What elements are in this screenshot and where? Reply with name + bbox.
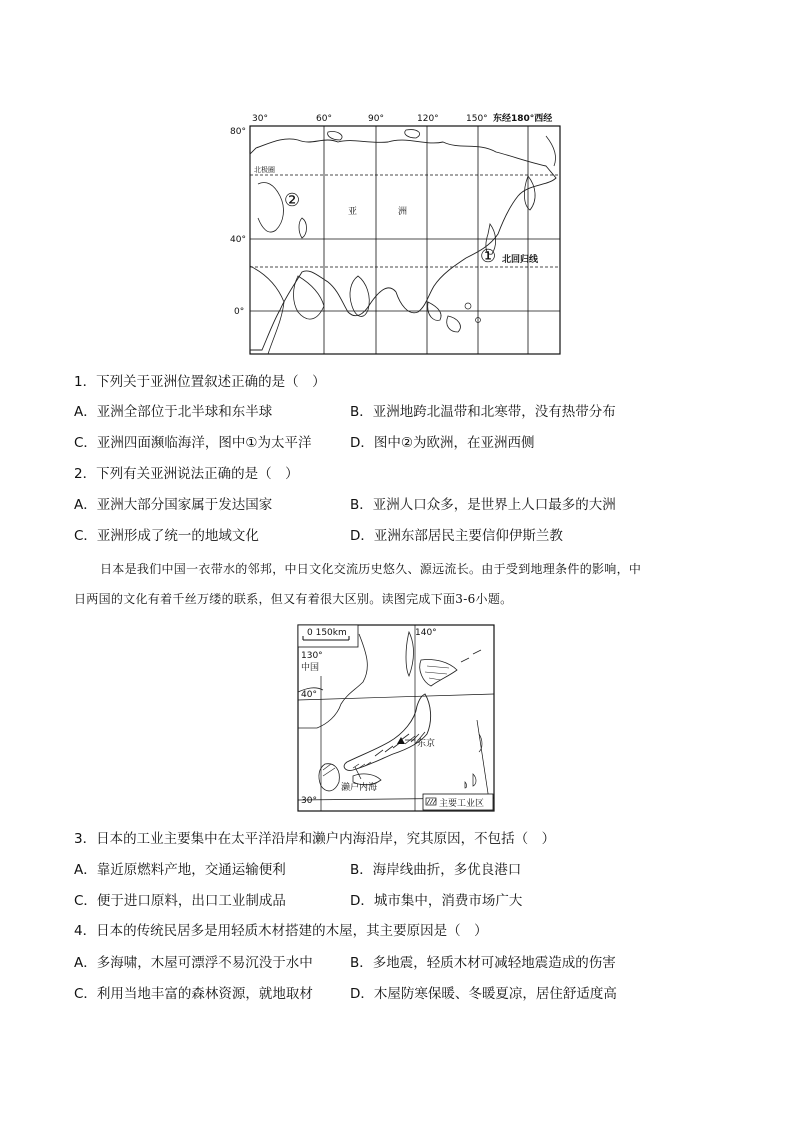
lat-label-0: 0° <box>234 307 245 317</box>
passage-line-2: 日两国的文化有着千丝万缕的联系，但又有着很大区别。读图完成下面3-6小题。 <box>74 592 513 606</box>
passage-line-1: 日本是我们中国一衣带水的邻邦，中日文化交流历史悠久、源远流长。由于受到地理条件的影响，中 <box>100 562 642 576</box>
lat-label-80: 80° <box>230 127 246 137</box>
q4-option-d[interactable]: D．木屋防寒保暖、冬暖夏凉，居住舒适度高 <box>350 986 617 1002</box>
lon-label-120: 120° <box>417 114 439 124</box>
q3-stem: 3．日本的工业主要集中在太平洋沿岸和濑户内海沿岸，究其原因，不包括（ ） <box>74 831 556 847</box>
lon-label-60: 60° <box>316 114 332 124</box>
q1-option-a[interactable]: A．亚洲全部位于北半球和东半球 <box>74 404 273 420</box>
q2-option-d[interactable]: D．亚洲东部居民主要信仰伊斯兰教 <box>350 528 563 544</box>
q2-option-b[interactable]: B．亚洲人口众多，是世界上人口最多的大洲 <box>350 497 616 513</box>
reading-passage <box>74 554 722 614</box>
arctic-circle-label: 北极圈 <box>254 166 275 174</box>
q3-option-b[interactable]: B．海岸线曲折，多优良港口 <box>350 862 522 878</box>
lon-label-30: 30° <box>252 114 268 124</box>
q2-stem: 2．下列有关亚洲说法正确的是（ ） <box>74 466 299 482</box>
scale-label: 0 150km <box>307 628 347 638</box>
asia-map <box>228 106 566 358</box>
q1-stem: 1．下列关于亚洲位置叙述正确的是（ ） <box>74 374 326 390</box>
lat-label-40: 40° <box>301 690 317 700</box>
lat-label-40: 40° <box>230 235 246 245</box>
q3-option-d[interactable]: D．城市集中，消费市场广大 <box>350 893 523 909</box>
lon-label-90: 90° <box>368 114 384 124</box>
lon-label-150: 150° <box>466 114 488 124</box>
marker-2: ② <box>284 190 301 211</box>
continent-label-zhou: 洲 <box>398 207 408 217</box>
q1-option-b[interactable]: B．亚洲地跨北温带和北寒带，没有热带分布 <box>350 404 616 420</box>
q3-option-c[interactable]: C．便于进口原料，出口工业制成品 <box>74 893 286 909</box>
lon-label-130: 130° <box>301 651 323 661</box>
china-label: 中国 <box>301 663 320 673</box>
lon-label-180: 东经180°西经 <box>493 114 553 124</box>
q1-option-c[interactable]: C．亚洲四面濒临海洋，图中①为太平洋 <box>74 435 312 451</box>
lon-label-140: 140° <box>415 628 437 638</box>
q2-option-c[interactable]: C．亚洲形成了统一的地域文化 <box>74 528 259 544</box>
q2-option-a[interactable]: A．亚洲大部分国家属于发达国家 <box>74 497 273 513</box>
japan-map <box>297 624 495 812</box>
q4-option-c[interactable]: C．利用当地丰富的森林资源，就地取材 <box>74 986 313 1002</box>
q4-option-b[interactable]: B．多地震，轻质木材可减轻地震造成的伤害 <box>350 955 616 971</box>
q1-option-d[interactable]: D．图中②为欧洲，在亚洲西侧 <box>350 435 535 451</box>
continent-label-ya: 亚 <box>348 207 358 217</box>
legend-label: 主要工业区 <box>439 799 485 809</box>
q3-option-a[interactable]: A．靠近原燃料产地，交通运输便利 <box>74 862 286 878</box>
asia-map-svg <box>228 106 566 358</box>
japan-map-svg <box>297 624 495 812</box>
lat-label-30: 30° <box>301 796 317 806</box>
q4-option-a[interactable]: A．多海啸，木屋可漂浮不易沉没于水中 <box>74 955 313 971</box>
seto-inland-sea-label: 濑户内海 <box>341 783 378 793</box>
tropic-of-cancer-label: 北回归线 <box>502 255 539 265</box>
q4-stem: 4．日本的传统民居多是用轻质木材搭建的木屋，其主要原因是（ ） <box>74 923 488 939</box>
tokyo-label: 东京 <box>417 739 436 749</box>
marker-1: ① <box>480 246 497 267</box>
